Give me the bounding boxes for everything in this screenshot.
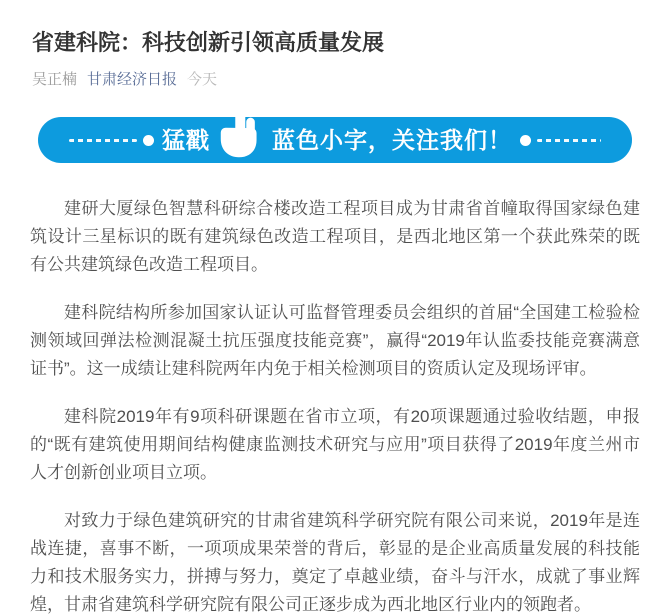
paragraph-1: 建研大厦绿色智慧科研综合楼改造工程项目成为甘肃省首幢取得国家绿色建筑设计三星标识的既有建筑绿色改造工程项目，是西北地区第一个获此殊荣的既有公共建筑绿色改造工程项目。 xyxy=(30,199,640,274)
pointing-hand-icon xyxy=(220,105,262,159)
paragraph-2: 建科院结构所参加国家认证认可监督管理委员会组织的首届“全国建工检验检测领域回弹法检测混凝土抗压强度技能竞赛”，赢得“2019年认监委技能竞赛满意证书”。这一成绩让建科院两年内免于相关检测项目的资质认定及现场评审。 xyxy=(30,303,640,378)
page-title: 省建科院：科技创新引领高质量发展 xyxy=(32,30,385,55)
paragraph-4: 对致力于绿色建筑研究的甘肃省建筑科学研究院有限公司来说，2019年是连战连捷，喜事不断，一项项成果荣誉的背后，彰显的是企业高质量发展的科技能力和技术服务实力，拼搏与努力，奠定了卓越业绩，奋斗与汗水，成就了事业辉煌，甘肃省建筑科学研究院有限公司正逐步成为西北地区行业内的领跑者。 xyxy=(30,511,640,614)
account-name-link[interactable]: 甘肃经济日报 xyxy=(87,71,178,88)
author-name: 吴正楠 xyxy=(32,71,78,88)
banner-text-after: 蓝色小字，关注我们！ xyxy=(272,126,512,153)
publish-date: 今天 xyxy=(187,71,218,88)
banner-text-before: 猛戳 xyxy=(162,126,210,153)
byline xyxy=(32,71,640,89)
bullet-dot-left xyxy=(143,135,154,146)
dashed-line-right xyxy=(537,139,601,142)
article-body xyxy=(30,195,640,616)
dashed-line-left xyxy=(69,139,137,142)
follow-banner[interactable] xyxy=(38,117,632,163)
bullet-dot-right xyxy=(520,135,531,146)
paragraph-3: 建科院2019年有9项科研课题在省市立项，有20项课题通过验收结题，申报的“既有建筑使用期间结构健康监测技术研究与应用”项目获得了2019年度兰州市人才创新创业项目立项。 xyxy=(30,407,640,482)
